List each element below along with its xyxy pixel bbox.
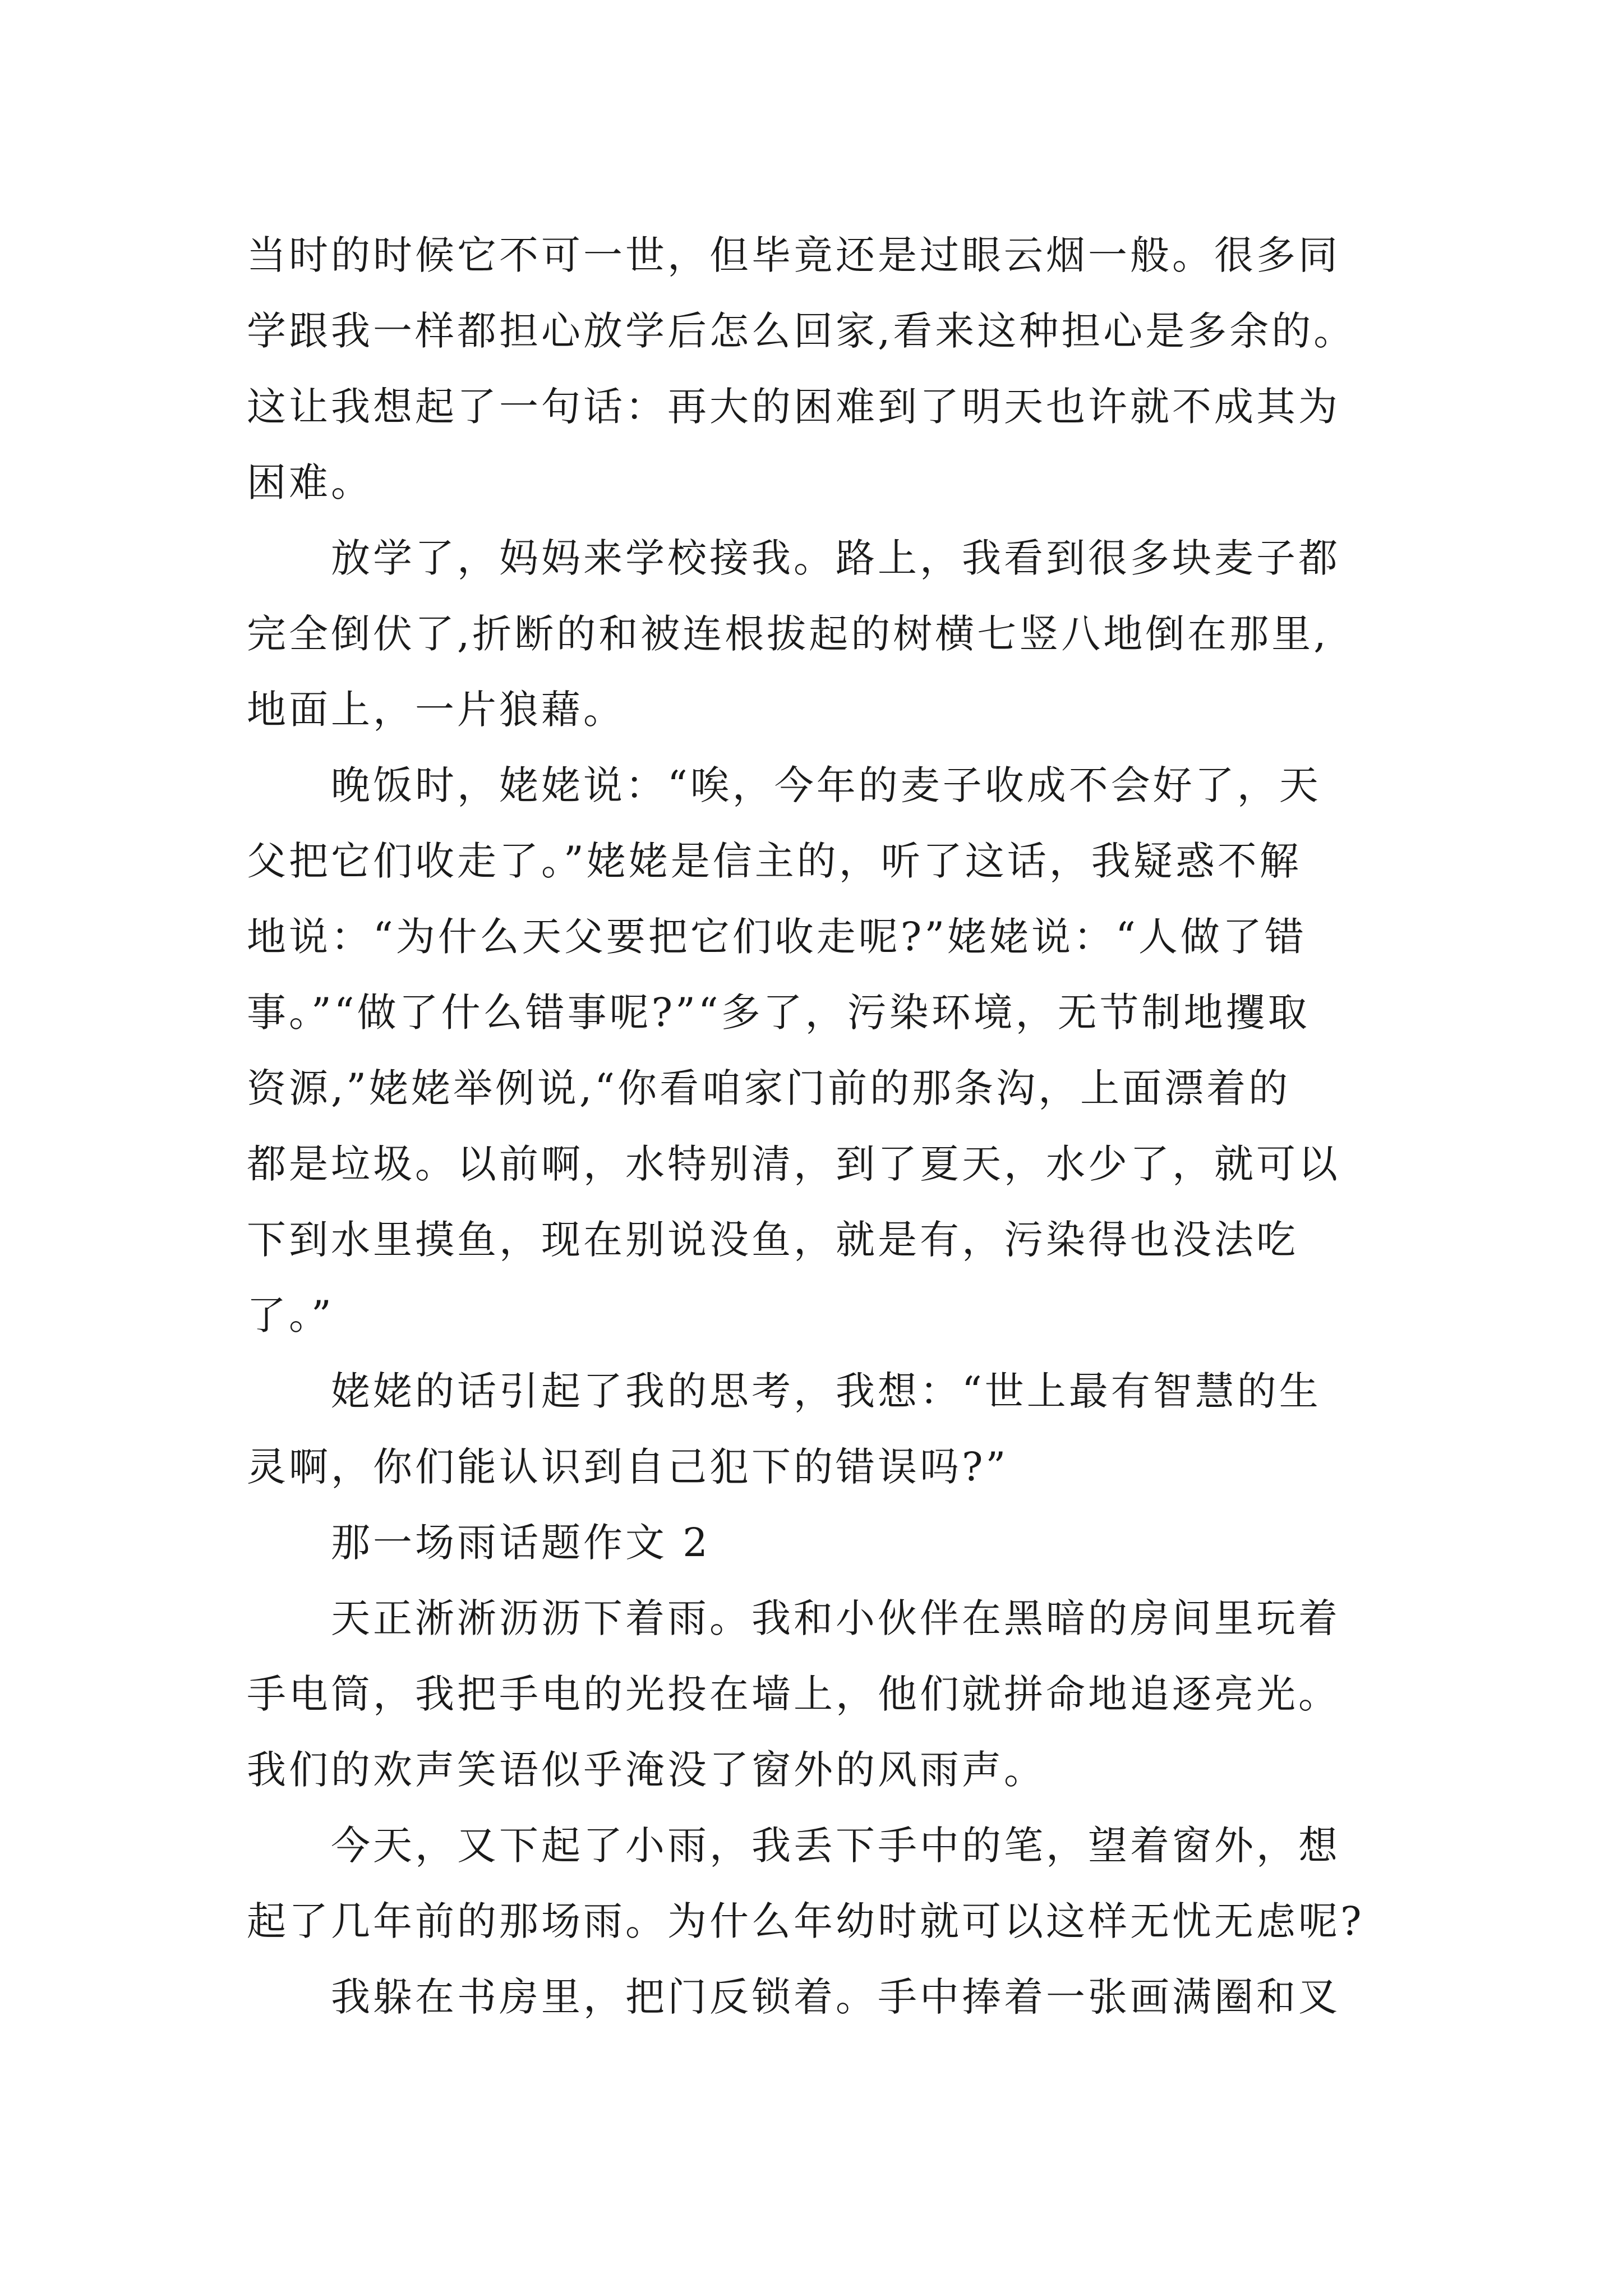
paragraph-first-line: 晚饭时，姥姥说：“唉，今年的麦子收成不会好了，天 [331, 762, 1321, 808]
text-line: 困难。 [247, 459, 373, 505]
paragraph-first-line: 姥姥的话引起了我的思考，我想：“世上最有智慧的生 [331, 1368, 1321, 1414]
text-line: 学跟我一样都担心放学后怎么回家,看来这种担心是多余的。 [247, 308, 1356, 354]
paragraph-first-line: 天正淅淅沥沥下着雨。我和小伙伴在黑暗的房间里玩着 [331, 1595, 1340, 1641]
text-line: 都是垃圾。以前啊，水特别清，到了夏天，水少了，就可以 [247, 1141, 1340, 1187]
text-line: 这让我想起了一句话：再大的困难到了明天也许就不成其为 [247, 384, 1340, 430]
text-line: 资源,”姥姥举例说,“你看咱家门前的那条沟，上面漂着的 [247, 1065, 1291, 1111]
text-line: 了。” [247, 1292, 334, 1338]
text-line: 地说：“为什么天父要把它们收走呢?”姥姥说：“人做了错 [247, 914, 1307, 960]
text-line: 事。”“做了什么错事呢?”“多了，污染环境，无节制地攫取 [247, 990, 1310, 1036]
paragraph-first-line: 我躲在书房里，把门反锁着。手中捧着一张画满圈和叉 [331, 1974, 1340, 2020]
text-line: 起了几年前的那场雨。为什么年幼时就可以这样无忧无虑呢? [247, 1898, 1364, 1944]
text-line: 我们的欢声笑语似乎淹没了窗外的风雨声。 [247, 1747, 1046, 1793]
text-line: 灵啊，你们能认识到自己犯下的错误吗?” [247, 1444, 1009, 1490]
text-line: 当时的时候它不可一世，但毕竟还是过眼云烟一般。很多同 [247, 232, 1340, 278]
text-line: 手电筒，我把手电的光投在墙上，他们就拼命地追逐亮光。 [247, 1671, 1340, 1717]
text-line: 父把它们收走了。”姥姥是信主的，听了这话，我疑惑不解 [247, 838, 1302, 884]
paragraph-first-line: 放学了，妈妈来学校接我。路上，我看到很多块麦子都 [331, 535, 1340, 581]
section-heading: 那一场雨话题作文 2 [331, 1520, 711, 1566]
text-line: 地面上，一片狼藉。 [247, 687, 625, 733]
paragraph-first-line: 今天，又下起了小雨，我丢下手中的笔，望着窗外，想 [331, 1823, 1340, 1869]
text-line: 完全倒伏了,折断的和被连根拔起的树横七竖八地倒在那里, [247, 611, 1329, 657]
text-line: 下到水里摸鱼，现在别说没鱼，就是有，污染得也没法吃 [247, 1217, 1298, 1263]
essay-body [247, 218, 1424, 2035]
